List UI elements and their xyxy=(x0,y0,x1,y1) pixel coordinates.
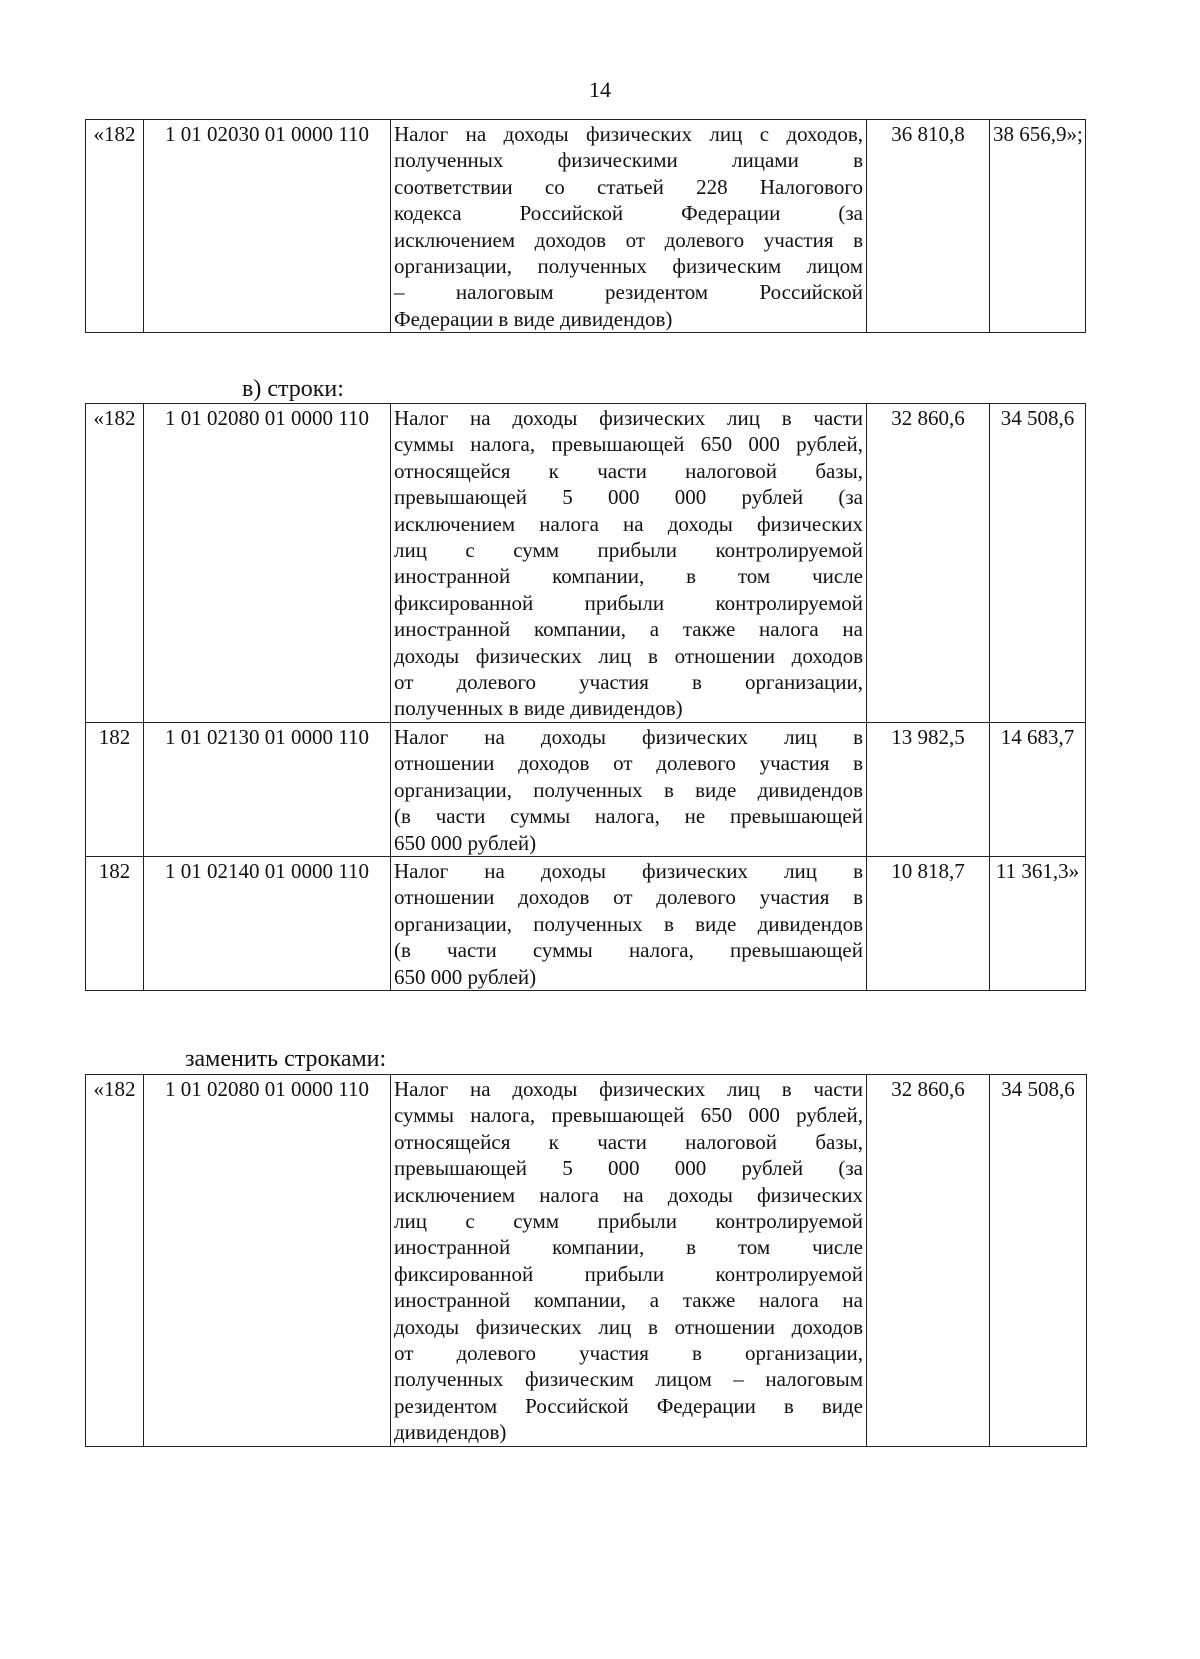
amount-year2-cell: 38 656,9»; xyxy=(990,120,1086,333)
income-name-cell xyxy=(391,856,867,990)
amount-year1-cell: 32 860,6 xyxy=(867,1075,990,1447)
income-name-cell xyxy=(391,404,867,723)
budget-code-cell: 1 01 02080 01 0000 110 xyxy=(144,404,391,723)
table-row xyxy=(86,120,1086,333)
income-name-line: иностранной компании, в том числе xyxy=(394,1235,863,1260)
income-name-line: доходы физических лиц в отношении доходов xyxy=(394,1314,863,1339)
amount-year2-cell: 14 683,7 xyxy=(990,722,1086,856)
income-name-line: исключением налога на доходы физических xyxy=(394,511,863,536)
income-name-line: иностранной компании, а также налога на xyxy=(394,617,863,642)
income-name-line: (в части суммы налога, превышающей xyxy=(394,938,863,963)
income-name-line: Налог на доходы физических лиц в части xyxy=(394,406,863,430)
income-name-line: иностранной компании, в том числе xyxy=(394,564,863,589)
admin-code-cell: «182 xyxy=(86,120,144,333)
income-name-line: отношении доходов от долевого участия в xyxy=(394,885,863,910)
income-name-line: Налог на доходы физических лиц в xyxy=(394,858,863,883)
income-name-line: организации, полученных в виде дивидендов xyxy=(394,777,863,802)
table-row xyxy=(86,856,1086,990)
income-name-line: превышающей 5 000 000 рублей (за xyxy=(394,1156,863,1181)
income-name-line: лиц с сумм прибыли контролируемой xyxy=(394,538,863,563)
income-name-line: Федерации в виде дивидендов) xyxy=(394,306,673,331)
income-name-line: полученных физическим лицом – налоговым xyxy=(394,1367,863,1392)
admin-code-cell: 182 xyxy=(86,722,144,856)
table-row xyxy=(86,404,1086,723)
table-row xyxy=(86,722,1086,856)
admin-code-cell: «182 xyxy=(86,1075,144,1447)
budget-code-cell: 1 01 02080 01 0000 110 xyxy=(144,1075,391,1447)
caption-replace: заменить строками: xyxy=(185,1046,387,1072)
amount-year1-cell: 32 860,6 xyxy=(867,404,990,723)
income-name-cell xyxy=(391,722,867,856)
budget-code-cell: 1 01 02130 01 0000 110 xyxy=(144,722,391,856)
revenue-table-1 xyxy=(85,119,1086,333)
income-name-line: фиксированной прибыли контролируемой xyxy=(394,1261,863,1286)
amount-year2-cell: 11 361,3» xyxy=(990,856,1086,990)
revenue-table-2 xyxy=(85,403,1086,991)
income-name-line: дивидендов) xyxy=(394,1420,507,1445)
amount-year1-cell: 13 982,5 xyxy=(867,722,990,856)
income-name-line: полученных в виде дивидендов) xyxy=(394,696,683,721)
amount-year2-cell: 34 508,6 xyxy=(990,1075,1087,1447)
income-name-line: лиц с сумм прибыли контролируемой xyxy=(394,1209,863,1234)
income-name-line: превышающей 5 000 000 рублей (за xyxy=(394,485,863,510)
budget-code-cell: 1 01 02140 01 0000 110 xyxy=(144,856,391,990)
income-name-line: исключением налога на доходы физических xyxy=(394,1182,863,1207)
income-name-line: кодекса Российской Федерации (за xyxy=(394,201,863,226)
income-name-cell xyxy=(391,120,867,333)
income-name-line: от долевого участия в организации, xyxy=(394,1341,863,1366)
income-name-line: соответствии со статьей 228 Налогового xyxy=(394,174,863,199)
income-name-line: (в части суммы налога, не превышающей xyxy=(394,804,863,829)
budget-code-cell: 1 01 02030 01 0000 110 xyxy=(144,120,391,333)
income-name-line: Налог на доходы физических лиц в xyxy=(394,724,863,749)
income-name-line: организации, полученных в виде дивидендов xyxy=(394,911,863,936)
income-name-line: доходы физических лиц в отношении доходов xyxy=(394,643,863,668)
income-name-line: иностранной компании, а также налога на xyxy=(394,1288,863,1313)
income-name-line: относящейся к части налоговой базы, xyxy=(394,458,863,483)
admin-code-cell: «182 xyxy=(86,404,144,723)
income-name-line: организации, полученных физическим лицом xyxy=(394,254,863,279)
income-name-line: Налог на доходы физических лиц в части xyxy=(394,1077,863,1101)
income-name-line: суммы налога, превышающей 650 000 рублей, xyxy=(394,432,863,457)
income-name-line: Налог на доходы физических лиц с доходов, xyxy=(394,122,863,146)
income-name-line: резидентом Российской Федерации в виде xyxy=(394,1393,863,1418)
income-name-line: полученных физическими лицами в xyxy=(394,148,863,173)
income-name-line: – налоговым резидентом Российской xyxy=(394,280,863,305)
income-name-line: суммы налога, превышающей 650 000 рублей, xyxy=(394,1103,863,1128)
income-name-line: исключением доходов от долевого участия в xyxy=(394,227,863,252)
income-name-line: 650 000 рублей) xyxy=(394,964,537,989)
income-name-line: отношении доходов от долевого участия в xyxy=(394,751,863,776)
income-name-line: фиксированной прибыли контролируемой xyxy=(394,590,863,615)
amount-year1-cell: 10 818,7 xyxy=(867,856,990,990)
income-name-line: относящейся к части налоговой базы, xyxy=(394,1129,863,1154)
amount-year2-cell: 34 508,6 xyxy=(990,404,1086,723)
income-name-line: от долевого участия в организации, xyxy=(394,670,863,695)
revenue-table-3 xyxy=(85,1074,1087,1447)
caption-lines: в) строки: xyxy=(242,376,344,402)
table-row xyxy=(86,1075,1087,1447)
income-name-line: 650 000 рублей) xyxy=(394,830,537,855)
amount-year1-cell: 36 810,8 xyxy=(867,120,990,333)
page-number: 14 xyxy=(589,77,611,102)
admin-code-cell: 182 xyxy=(86,856,144,990)
income-name-cell xyxy=(391,1075,867,1447)
